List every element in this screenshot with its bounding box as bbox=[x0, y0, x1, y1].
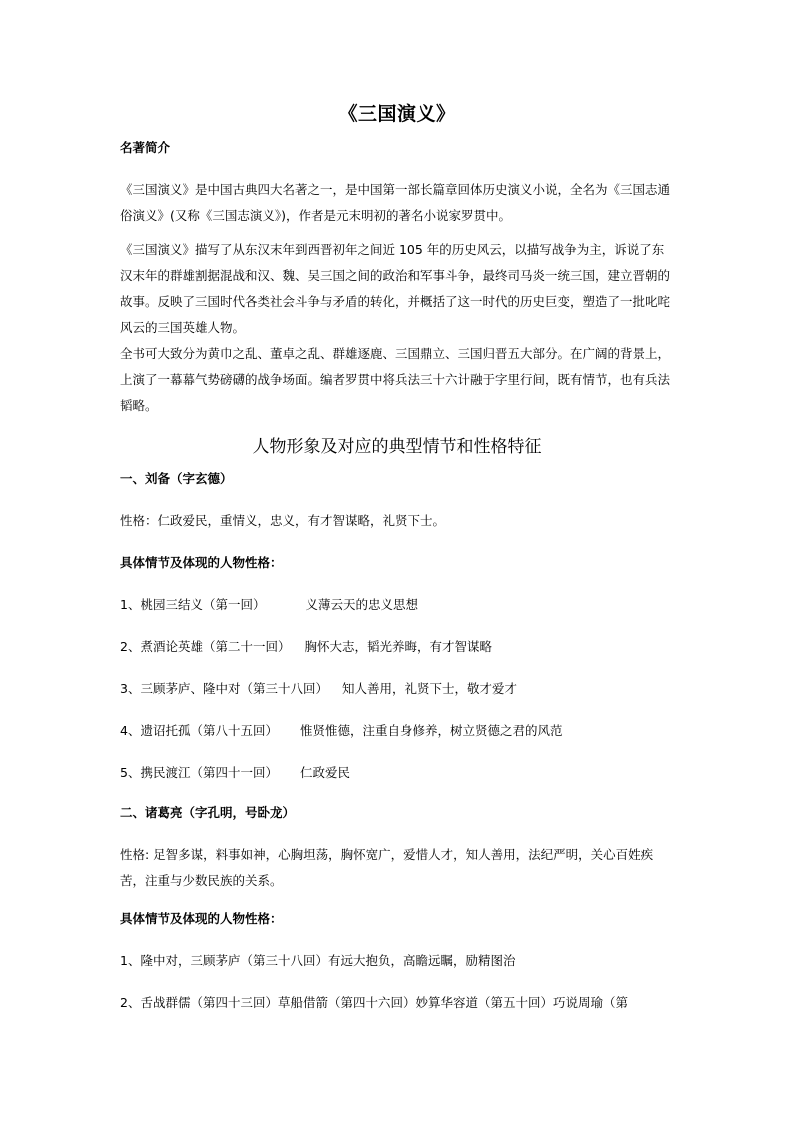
character-heading-liubei: 一、刘备（字玄德） bbox=[120, 471, 233, 486]
intro-heading: 名著简介 bbox=[120, 140, 171, 155]
plot-event: 2、煮酒论英雄（第二十一回） bbox=[120, 639, 291, 654]
plot-trait: 知人善用，礼贤下士，敬才爱才 bbox=[341, 681, 517, 696]
character-personality-zhugeliang: 性格: 足智多谋，料事如神，心胸坦荡，胸怀宽广，爱惜人才，知人善用，法纪严明，关心百姓疾苦，注重与少数民族的关系。 bbox=[120, 847, 654, 888]
character-heading-zhugeliang: 二、诸葛亮（字孔明，号卧龙） bbox=[120, 805, 296, 820]
intro-paragraph-3: 全书可大致分为黄巾之乱、董卓之乱、群雄逐鹿、三国鼎立、三国归晋五大部分。在广阔的背景上，上演了一幕幕气势磅礴的战争场面。编者罗贯中将兵法三十六计融于字里行间，既有情节，也有兵法韬略。 bbox=[120, 346, 671, 413]
plots-heading-liubei: 具体情节及体现的人物性格： bbox=[120, 555, 283, 570]
plot-item bbox=[120, 592, 676, 618]
plot-trait: 义薄云天的忠义思想 bbox=[305, 597, 418, 612]
plot-event: 1、桃园三结义（第一回） bbox=[120, 597, 266, 612]
plot-event: 3、三顾茅庐、隆中对（第三十八回） bbox=[120, 681, 328, 696]
intro-paragraph-2: 《三国演义》描写了从东汉末年到西晋初年之间近 105 年的历史风云，以描写战争为主，诉说了东汉末年的群雄割据混战和汉、魏、吴三国之间的政治和军事斗争，最终司马炎一统三国，建立晋朝的故事。反映了三国时代各类社会斗争与矛盾的转化，并概括了这一时代的历史巨变，塑造了一批叱咤风云的三国英雄人物。 bbox=[120, 242, 671, 335]
plot-trait: 胸怀大志，韬光养晦，有才智谋略 bbox=[304, 639, 492, 654]
plot-item bbox=[120, 676, 676, 702]
plot-item bbox=[120, 634, 676, 660]
plot-item bbox=[120, 948, 676, 974]
section-title: 人物形象及对应的典型情节和性格特征 bbox=[252, 437, 542, 457]
plot-event: 4、遗诏托孤（第八十五回） bbox=[120, 723, 278, 738]
plots-heading-zhugeliang: 具体情节及体现的人物性格： bbox=[120, 911, 283, 926]
plot-trait: 仁政爱民 bbox=[299, 765, 350, 780]
plot-event: 2、舌战群儒（第四十三回）草船借箭（第四十六回）妙算华容道（第五十回）巧说周瑜（第 bbox=[120, 995, 628, 1010]
plot-trait: 惟贤惟德，注重自身修养，树立贤德之君的风范 bbox=[299, 723, 563, 738]
document-title: 《三国演义》 bbox=[338, 103, 456, 125]
plot-item bbox=[120, 760, 676, 786]
character-personality-liubei: 性格：仁政爱民，重情义，忠义，有才智谋略，礼贤下士。 bbox=[120, 513, 446, 528]
plot-event: 5、携民渡江（第四十一回） bbox=[120, 765, 278, 780]
plot-item bbox=[120, 718, 676, 744]
plot-event: 1、隆中对，三顾茅庐（第三十八回）有远大抱负，高瞻远瞩，励精图治 bbox=[120, 953, 516, 968]
intro-paragraph-1: 《三国演义》是中国古典四大名著之一，是中国第一部长篇章回体历史演义小说，全名为《三国志通俗演义》(又称《三国志演义》)，作者是元末明初的著名小说家罗贯中。 bbox=[120, 182, 671, 223]
plot-item bbox=[120, 990, 676, 1016]
